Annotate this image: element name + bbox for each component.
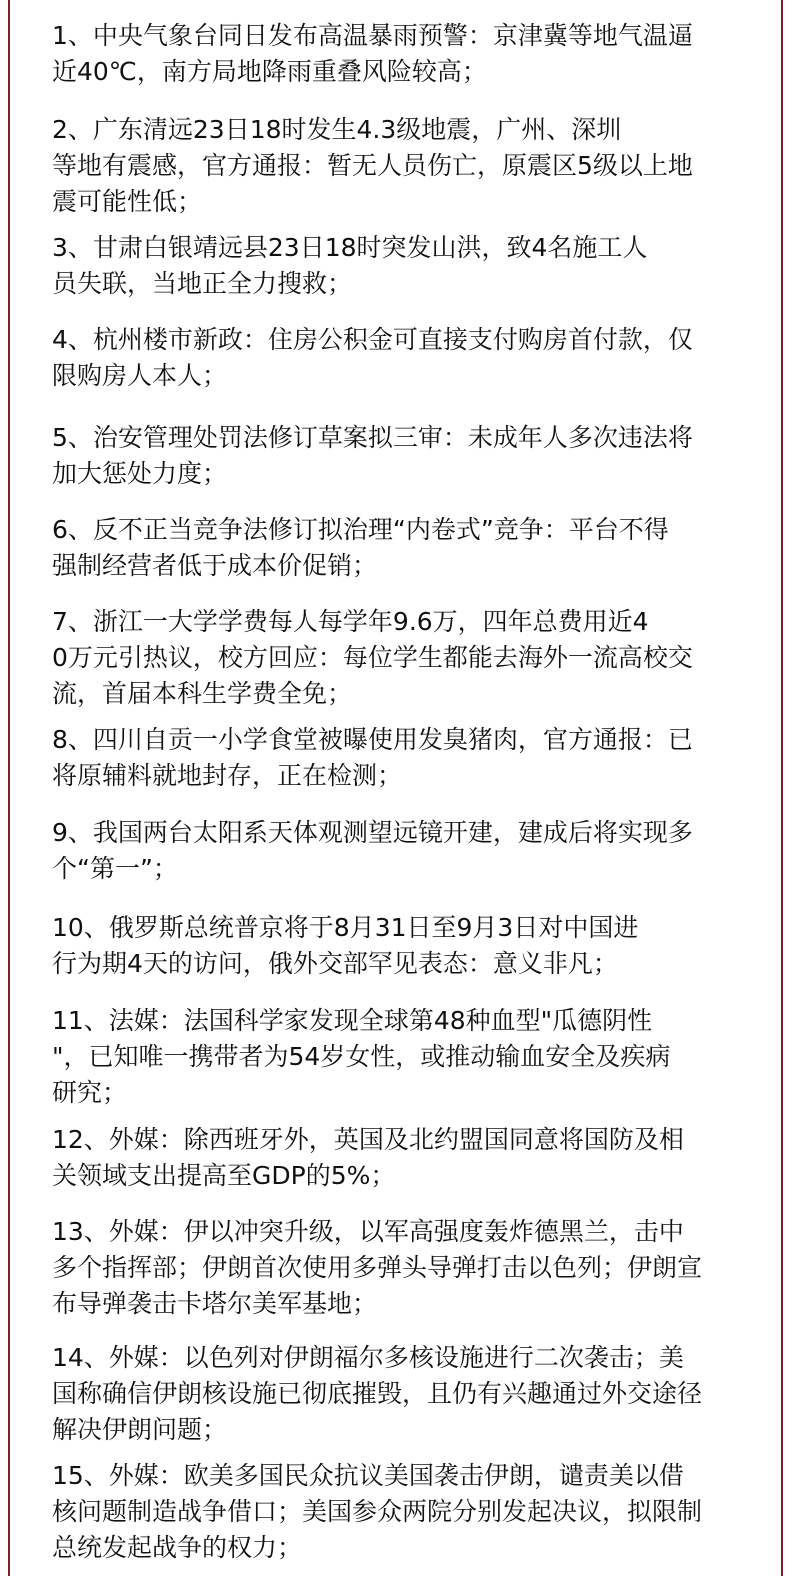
news-item-13-line-2: 多个指挥部；伊朗首次使用多弹头导弹打击以色列；伊朗宣 bbox=[52, 1253, 703, 1282]
news-item-13-line-1: 13、外媒：伊以冲突升级，以军高强度轰炸德黑兰，击中 bbox=[52, 1217, 684, 1246]
news-item-5-line-1: 5、治安管理处罚法修订草案拟三审：未成年人多次违法将 bbox=[52, 423, 693, 452]
news-item-4-line-2: 限购房人本人； bbox=[52, 361, 228, 390]
news-item-11-line-3: 研究； bbox=[52, 1078, 128, 1107]
news-item-10 bbox=[52, 910, 638, 982]
news-item-2-line-1: 2、广东清远23日18时发生4.3级地震，广州、深圳 bbox=[52, 115, 622, 144]
news-item-10-line-1: 10、俄罗斯总统普京将于8月31日至9月3日对中国进 bbox=[52, 913, 639, 942]
news-item-9 bbox=[52, 815, 693, 887]
news-item-15-line-2: 核问题制造战争借口；美国参众两院分别发起决议，拟限制 bbox=[52, 1497, 703, 1526]
news-item-4-line-1: 4、杭州楼市新政：住房公积金可直接支付购房首付款，仅 bbox=[52, 325, 693, 354]
news-item-7 bbox=[52, 604, 693, 712]
news-item-13-line-3: 布导弹袭击卡塔尔美军基地； bbox=[52, 1289, 378, 1318]
news-item-14 bbox=[52, 1340, 702, 1448]
news-item-7-line-1: 7、浙江一大学学费每人每学年9.6万，四年总费用近4 bbox=[52, 607, 649, 636]
news-item-2-line-3: 震可能性低； bbox=[52, 187, 203, 216]
left-border-line bbox=[8, 0, 10, 1576]
news-item-2 bbox=[52, 112, 693, 220]
news-item-15-line-1: 15、外媒：欧美多国民众抗议美国袭击伊朗，谴责美以借 bbox=[52, 1461, 684, 1490]
news-item-9-line-2: 个“第一”； bbox=[52, 854, 178, 883]
news-item-12-line-2: 关领域支出提高至GDP的5%； bbox=[52, 1161, 396, 1190]
news-item-6-line-1: 6、反不正当竞争法修订拟治理“内卷式”竞争：平台不得 bbox=[52, 515, 669, 544]
news-item-14-line-2: 国称确信伊朗核设施已彻底摧毁，且仍有兴趣通过外交途径 bbox=[52, 1379, 703, 1408]
news-item-12 bbox=[52, 1122, 684, 1194]
news-item-8-line-1: 8、四川自贡一小学食堂被曝使用发臭猪肉，官方通报：已 bbox=[52, 725, 693, 754]
right-border-line bbox=[781, 0, 783, 1576]
news-item-1-line-2: 近40℃，南方局地降雨重叠风险较高； bbox=[52, 57, 487, 86]
news-item-6-line-2: 强制经营者低于成本价促销； bbox=[52, 551, 378, 580]
news-item-10-line-2: 行为期4天的访问，俄外交部罕见表态：意义非凡； bbox=[52, 949, 618, 978]
news-item-11-line-2: "，已知唯一携带者为54岁女性，或推动输血安全及疾病 bbox=[52, 1042, 671, 1071]
news-item-9-line-1: 9、我国两台太阳系天体观测望远镜开建，建成后将实现多 bbox=[52, 818, 693, 847]
news-item-7-line-2: 0万元引热议，校方回应：每位学生都能去海外一流高校交 bbox=[52, 643, 693, 672]
news-item-15-line-3: 总统发起战争的权力； bbox=[52, 1533, 303, 1562]
news-item-8-line-2: 将原辅料就地封存，正在检测； bbox=[52, 761, 403, 790]
news-item-11-line-1: 11、法媒：法国科学家发现全球第48种血型"瓜德阴性 bbox=[52, 1006, 653, 1035]
news-item-4 bbox=[52, 322, 693, 394]
news-item-6 bbox=[52, 512, 669, 584]
news-item-1 bbox=[52, 18, 693, 90]
news-item-8 bbox=[52, 722, 693, 794]
news-item-3-line-1: 3、甘肃白银靖远县23日18时突发山洪，致4名施工人 bbox=[52, 233, 648, 262]
news-item-3 bbox=[52, 230, 647, 302]
news-item-2-line-2: 等地有震感，官方通报：暂无人员伤亡，原震区5级以上地 bbox=[52, 151, 693, 180]
news-item-15 bbox=[52, 1458, 702, 1566]
news-item-7-line-3: 流，首届本科生学费全免； bbox=[52, 679, 353, 708]
news-item-3-line-2: 员失联，当地正全力搜救； bbox=[52, 269, 353, 298]
news-item-14-line-3: 解决伊朗问题； bbox=[52, 1415, 228, 1444]
news-item-13 bbox=[52, 1214, 702, 1322]
news-item-5-line-2: 加大惩处力度； bbox=[52, 459, 228, 488]
news-item-5 bbox=[52, 420, 693, 492]
news-item-12-line-1: 12、外媒：除西班牙外，英国及北约盟国同意将国防及相 bbox=[52, 1125, 684, 1154]
news-item-1-line-1: 1、中央气象台同日发布高温暴雨预警：京津冀等地气温逼 bbox=[52, 21, 693, 50]
news-item-11 bbox=[52, 1003, 670, 1111]
news-item-14-line-1: 14、外媒：以色列对伊朗福尔多核设施进行二次袭击；美 bbox=[52, 1343, 684, 1372]
